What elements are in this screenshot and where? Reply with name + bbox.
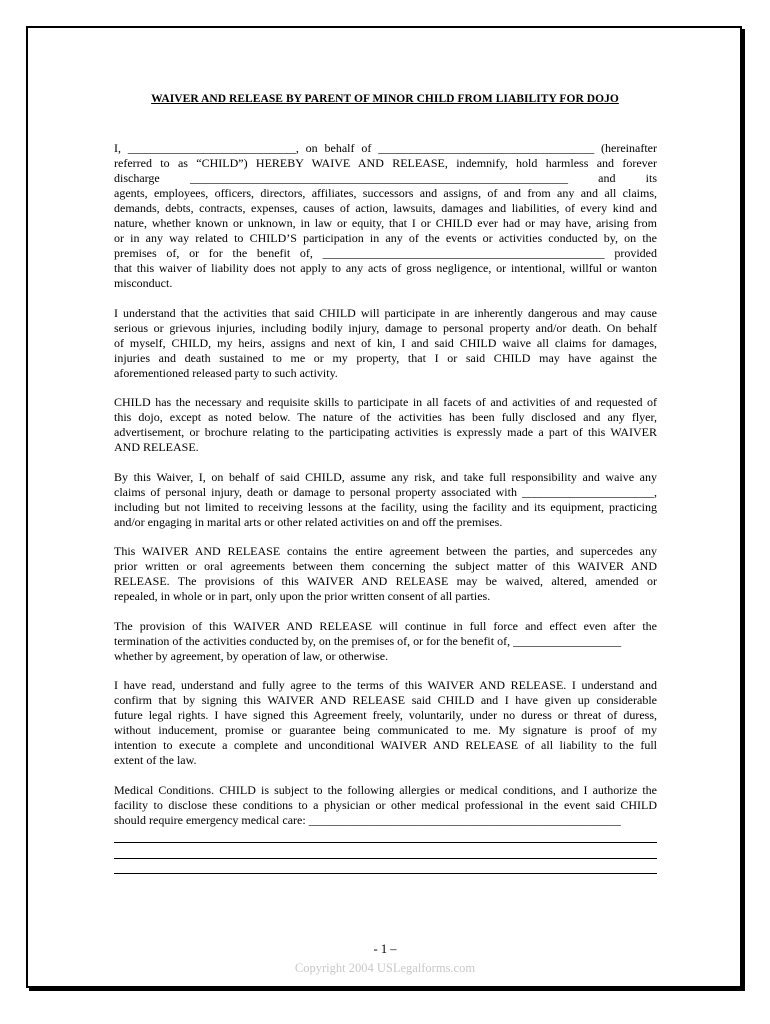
paragraph-parties xyxy=(114,141,657,291)
text-line: repealed, in whole or in part, only upon the prior written consent of all parties. xyxy=(114,589,491,603)
text-line: I, ____________________________, on behalf of ____________________________________ (hereinafter xyxy=(114,141,657,155)
paragraph-skills xyxy=(114,395,657,455)
medical-conditions-blank-line[interactable] xyxy=(114,859,657,875)
text-line: Medical Conditions. CHILD is subject to the following allergies or medical conditions, and I authorize the xyxy=(114,782,657,797)
text-line: and/or engaging in marital arts or other related activities on and off the premises. xyxy=(114,514,503,529)
text-line: agents, employees, officers, directors, affiliates, successors and assigns, of and from any and all claims, xyxy=(114,186,657,200)
text-line: injuries and death sustained to me or my property, that I or said CHILD may have against the xyxy=(114,350,657,365)
page-number: - 1 – xyxy=(373,942,397,956)
paragraph-acknowledgement xyxy=(114,678,657,768)
text-line: By this Waiver, I, on behalf of said CHILD, assume any risk, and take full responsibility and waive any xyxy=(114,469,657,484)
text-line: of myself, CHILD, my heirs, assigns and next of kin, I and said CHILD waive all claims for damages, xyxy=(114,335,657,350)
text-line: this dojo, except as noted below. The nature of the activities has been fully disclosed and any flyer, xyxy=(114,410,657,424)
text-line: CHILD has the necessary and requisite skills to participate in all facets of and activities of and requested of xyxy=(114,395,657,409)
text-line: premises of, or for the benefit of, _______________________________________________ provided xyxy=(114,246,657,260)
document-title: WAIVER AND RELEASE BY PARENT OF MINOR CHILD FROM LIABILITY FOR DOJO xyxy=(151,93,619,105)
medical-conditions-blank-line[interactable] xyxy=(114,828,657,844)
paragraph-risks xyxy=(114,306,657,381)
text-line: termination of the activities conducted by, on the premises of, or for the benefit of, __________________ xyxy=(114,633,622,648)
text-line: serious or grievous injuries, including bodily injury, damage to personal property and/or death. On behalf xyxy=(114,320,657,335)
text-line: advertisement, or brochure relating to the participating activities is expressly made a part of this WAIVER xyxy=(114,425,657,439)
paragraph-survival xyxy=(114,619,657,664)
text-line: facility to disclose these conditions to a physician or other medical professional in the event said CHILD xyxy=(114,797,657,812)
text-line: or in any way related to CHILD’S participation in any of the events or activities conducted by, on the xyxy=(114,231,657,245)
copyright-watermark: Copyright 2004 USLegalforms.com xyxy=(294,961,476,975)
text-line: nature, whether known or unknown, in law or equity, that I or CHILD ever had or may have, arising from xyxy=(114,216,657,230)
text-line: referred to as “CHILD”) HEREBY WAIVE AND RELEASE, indemnify, hold harmless and forever xyxy=(114,156,657,170)
text-line: AND RELEASE. xyxy=(114,440,199,454)
text-line: This WAIVER AND RELEASE contains the entire agreement between the parties, and supercedes any xyxy=(114,544,657,558)
text-line: misconduct. xyxy=(114,276,173,290)
text-line: I have read, understand and fully agree to the terms of this WAIVER AND RELEASE. I understand and xyxy=(114,678,657,692)
text-line: extent of the law. xyxy=(114,753,197,767)
text-line: I understand that the activities that said CHILD will participate in are inherently dangerous and may cause xyxy=(114,305,657,320)
paragraph-entire-agreement xyxy=(114,544,657,604)
paragraph-assume-risk xyxy=(114,470,657,530)
text-line: demands, debts, contracts, expenses, causes of action, lawsuits, damages and liabilities, of every kind and xyxy=(114,201,657,215)
document-body xyxy=(114,141,657,889)
text-line: whether by agreement, by operation of law, or otherwise. xyxy=(114,648,389,663)
text-line: that this waiver of liability does not apply to any acts of gross negligence, or intentional, willful or wanton xyxy=(114,261,657,275)
text-line: without inducement, promise or guarantee being communicated to me. My signature is proof of my xyxy=(114,723,657,737)
text-line: confirm that by signing this WAIVER AND RELEASE said CHILD and I have given up considerable xyxy=(114,693,657,707)
text-line: should require emergency medical care: ____________________________________________________ xyxy=(114,812,621,827)
text-line: prior written or oral agreements between them concerning the subject matter of this WAIVER AND xyxy=(114,559,657,573)
text-line: intention to execute a complete and unconditional WAIVER AND RELEASE of all liability to the full xyxy=(114,738,657,752)
text-line: The provision of this WAIVER AND RELEASE will continue in full force and effect even after the xyxy=(114,618,657,633)
medical-conditions-blank-line[interactable] xyxy=(114,843,657,859)
text-line: RELEASE. The provisions of this WAIVER AND RELEASE may be waived, altered, amended or xyxy=(114,574,657,588)
text-line: aforementioned released party to such activity. xyxy=(114,365,338,380)
text-line: future legal rights. I have signed this Agreement freely, voluntarily, under no duress or threat of duress, xyxy=(114,708,657,722)
text-line: claims of personal injury, death or damage to personal property associated with ______________________, xyxy=(114,484,657,499)
text-line: including but not limited to receiving lessons at the facility, using the facility and its equipment, practicing xyxy=(114,499,657,514)
text-line: discharge _______________________________________________________________ and its xyxy=(114,171,657,185)
paragraph-medical-conditions xyxy=(114,783,657,875)
